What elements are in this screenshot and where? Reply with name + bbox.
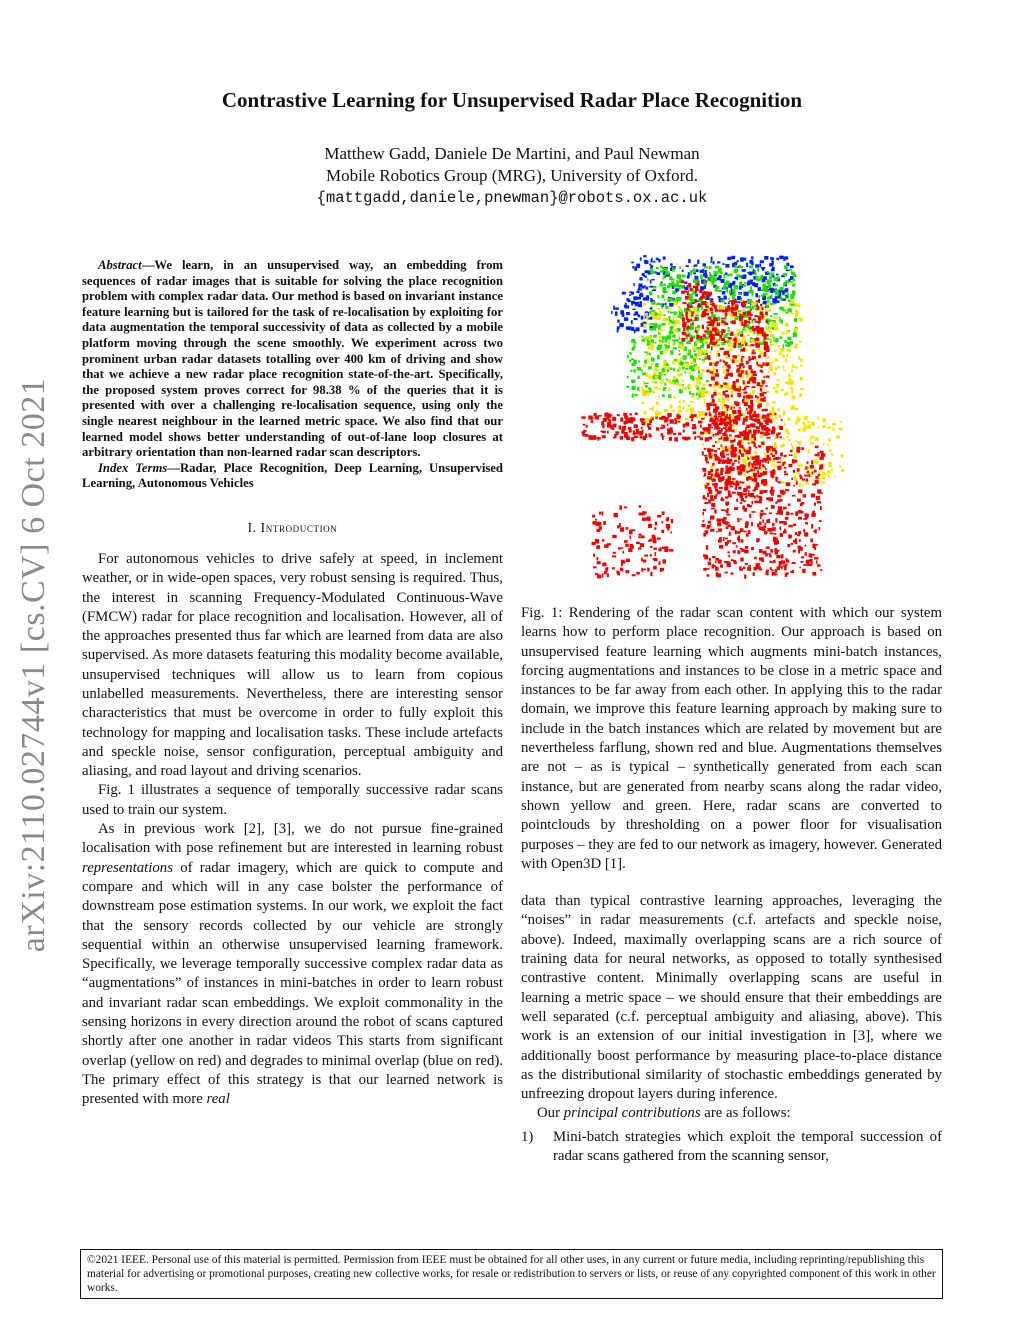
p2-emphasis: principal contributions bbox=[563, 1105, 701, 1122]
list-text: Mini-batch strategies which exploit the temporal succession of radar scans gathered from the scanning sensor, bbox=[553, 1128, 942, 1165]
paper-title: Contrastive Learning for Unsupervised Radar Place Recognition bbox=[221, 88, 803, 112]
abstract-label: Abstract bbox=[98, 258, 142, 272]
list-number: 1) bbox=[521, 1128, 534, 1145]
index-terms-label: Index Terms bbox=[98, 460, 168, 475]
contribution-list-item bbox=[521, 1128, 942, 1167]
p2-end: are as follows: bbox=[700, 1105, 791, 1122]
pointcloud-cluster bbox=[592, 505, 674, 578]
abstract-text: —We learn, in an unsupervised way, an embedding from sequences of radar images that is suitable for solving the place recognition problem with complex radar data. Our method is based on invariant instance feature learning but is tailored for the task of re-localisation by exploiting for data augmentation the temporal successivity of data as collected by a mobile platform moving through the scene smoothly. We experiment across two prominent urban radar datasets totalling over 400 km of driving and show that we achieve a new radar place recognition state-of-the-art. Specifically, the proposed system proves correct for 98.38 % of the queries that it is presented with over a challenging re-localisation sequence, using only the single nearest neighbour in the learned metric space. We also find that our learned model shows better understanding of out-of-lane loop closures at arbitrary orientation than non-learned radar scan descriptors. bbox=[82, 258, 503, 460]
right-body bbox=[521, 892, 942, 1124]
pointcloud-cluster bbox=[702, 445, 826, 578]
emails: {mattgadd,daniele,pnewman}@robots.ox.ac.uk bbox=[316, 189, 708, 207]
abstract bbox=[82, 258, 503, 492]
p3-middle: of radar imagery, which are quick to compute and compare and which will in any case bolster the performance of downstream pose estimation systems. In our work, we exploit the fact that the sensory records collected by our vehicle are strongly sequential within an otherwise unsupervised learning framework. Specifically, we leverage temporally successive complex radar data as “augmentations” of instances in mini-batches in order to learn robust and invariant radar scan embeddings. We exploit commonality in the sensing horizons in every direction around the robot of scans captured shortly after one another in radar videos This starts from significant overlap (yellow on red) and degrades to minimal overlap (blue on red). The primary effect of this strategy is that our learned network is presented with more bbox=[82, 859, 503, 1108]
p3-tail: real bbox=[206, 1091, 230, 1108]
right-paragraph-1: data than typical contrastive learning approaches, leveraging the “noises” in radar measurements (c.f. artefacts and speckle noise, above). Indeed, maximally overlapping scans are a rich source of training data for neural networks, as opposed to totally synthesised contrastive content. Minimally overlapping scans are useful in learning a metric space – we should ensure that their embeddings are well separated (c.f. perceptual ambiguity and aliasing, above). This work is an extension of our initial investigation in [3], where we additionally boost performance by measuring place-to-place distance as the distributional similarity of stochastic embeddings generated by unfreezing dropout layers during inference. bbox=[521, 893, 942, 1103]
intro-paragraph-1: For autonomous vehicles to drive safely at speed, in inclement weather, or in wide-open spaces, very robust sensing is required. Thus, the interest in scanning Frequency-Modulated Continuous-Wave (FMCW) radar for place recognition and localisation. However, all of the approaches presented thus far which are learned from data are also supervised. As more datasets featuring this modality become available, unsupervised techniques will allow us to learn from copious unlabelled measurements. Nevertheless, there are interesting sensor characteristics that must be overcome in order to fully exploit this technology for mapping and localisation tasks. These include artefacts and speckle noise, sensor configuration, perceptual ambiguity and aliasing, and road layout and driving scenarios. bbox=[82, 550, 503, 780]
right-column bbox=[521, 250, 942, 1166]
radar-figure bbox=[521, 250, 942, 590]
intro-paragraph-3 bbox=[82, 820, 503, 1109]
pointcloud-cluster bbox=[611, 291, 655, 334]
arxiv-stamp bbox=[14, 365, 54, 965]
author-block bbox=[80, 143, 944, 209]
section-heading: I. Introduction bbox=[247, 519, 338, 535]
figure-caption: Fig. 1: Rendering of the radar scan content with which our system learns how to perform place recognition. Our approach is based on unsupervised feature learning which augments mini-batch instances, forcing augmentations and instances to be close in a metric space and instances to be far away from each other. In applying this to the radar domain, we improve this feature learning approach by making sure to include in the batch instances which are related by movement but are nevertheless farflung, shown red and blue. Augmentations themselves are not – as is typical – synthetically generated from each scan instance, but are generated from nearby scans along the radar video, shown yellow and green. Here, radar scans are converted to pointclouds by thresholding on a power floor for visualisation purposes – they are fed to our network as imagery, however. Generated with Open3D [1]. bbox=[521, 605, 943, 872]
p2-start: Our bbox=[537, 1105, 564, 1122]
authors: Matthew Gadd, Daniele De Martini, and Paul Newman bbox=[324, 144, 700, 163]
p3-start: As in previous work [2], [3], we do not pursue fine-grained localisation with pose refinement but are interested in learning robust bbox=[82, 821, 503, 857]
arxiv-id: arXiv:2110.02744v1 [cs.CV] 6 Oct 2021 bbox=[15, 377, 53, 953]
p3-emphasis: representations bbox=[82, 859, 173, 876]
index-terms-text: —Radar, Place Recognition, Deep Learning, Unsupervised Learning, Autonomous Vehicles bbox=[82, 460, 503, 491]
intro-paragraph-2: Fig. 1 illustrates a sequence of temporally successive radar scans used to train our system. bbox=[82, 782, 503, 818]
intro-body bbox=[82, 550, 503, 1110]
affiliation: Mobile Robotics Group (MRG), University of Oxford. bbox=[325, 166, 699, 185]
copyright-footer: ©2021 IEEE. Personal use of this material is permitted. Permission from IEEE must be obtained for all other uses, in any current or future media, including reprinting/republishing this material for advertising or promotional purposes, creating new collective works, for resale or redistribution to servers or lists, or reuse of any copyrighted component of this work in other works. bbox=[80, 1249, 943, 1299]
left-column bbox=[82, 258, 503, 1110]
radar-pointcloud-image bbox=[521, 250, 942, 590]
right-paragraph-2 bbox=[521, 1104, 942, 1123]
